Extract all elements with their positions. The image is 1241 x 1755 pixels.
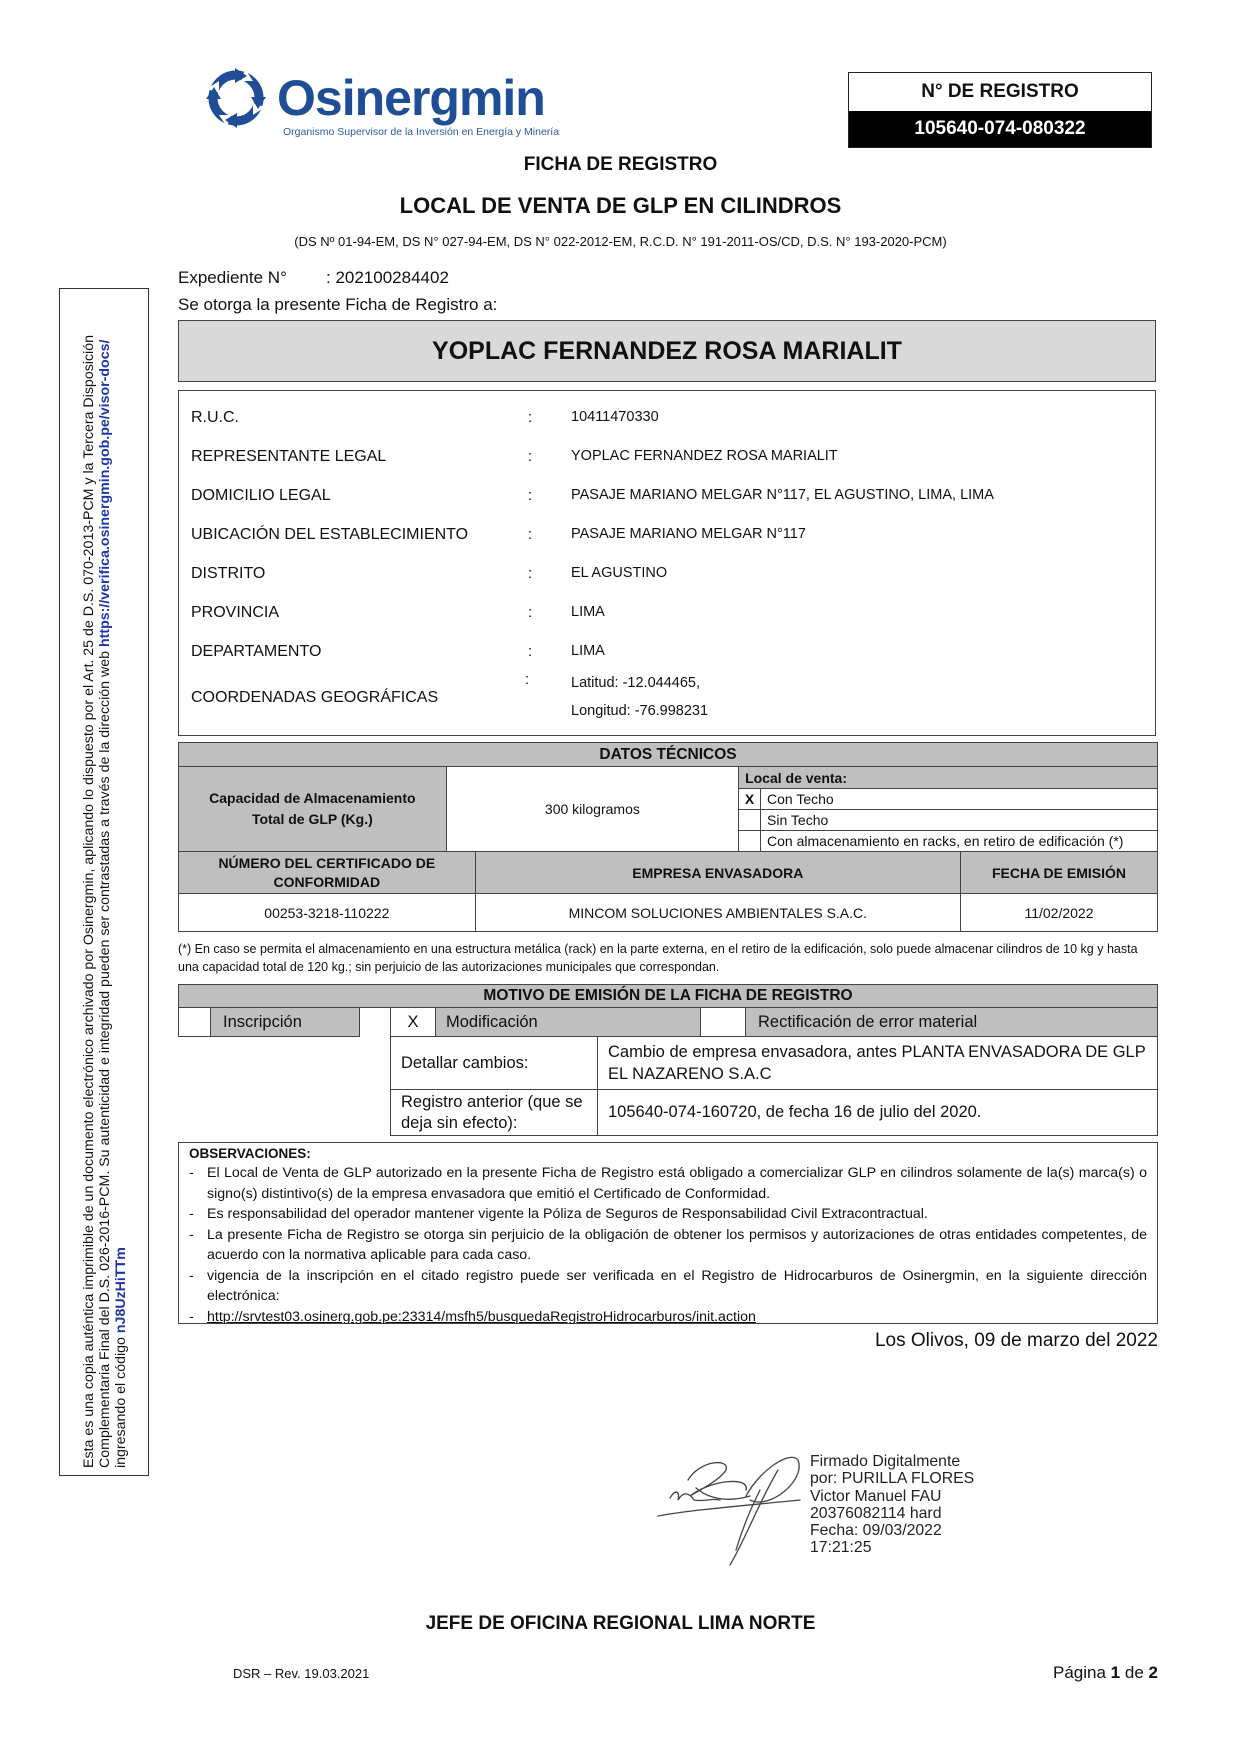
sin-techo-checkbox — [739, 810, 761, 831]
observacion-link-item — [189, 1307, 1147, 1328]
rectificacion-checkbox — [700, 1007, 746, 1037]
verification-url[interactable]: https://verifica.osinergmin.gob.pe/visor-docs/ — [97, 339, 113, 648]
registro-label: N° DE REGISTRO — [921, 81, 1079, 102]
empresa-value: MINCOM SOLUCIONES AMBIENTALES S.A.C. — [475, 894, 960, 932]
page-indicator: Página 1 de 2 — [1053, 1663, 1158, 1682]
latitude-value: Latitud: -12.044465, — [571, 675, 700, 691]
place-and-date: Los Olivos, 09 de marzo del 2022 — [874, 1330, 1158, 1351]
authenticity-side-note — [59, 288, 149, 1476]
legal-references: (DS Nº 01-94-EM, DS N° 027-94-EM, DS N° 022-2012-EM, R.C.D. N° 191-2011-OS/CD, D.S. N° 193-2020-PCM) — [294, 234, 947, 249]
expediente-label: Expediente N° — [178, 268, 287, 287]
observacion-item: - El Local de Venta de GLP autorizado en la presente Ficha de Registro está obligado a comercializar GLP en cilindros solamente de la(s) marca(s) o signo(s) distintivo(s) de la empresa envasadora que emitió el Certificado de Conformidad. — [189, 1163, 1147, 1204]
osinergmin-logo — [205, 64, 585, 146]
cert-number-header: NÚMERO DEL CERTIFICADO DE CONFORMIDAD — [179, 852, 476, 894]
logo-tagline: Organismo Supervisor de la Inversión en Energía y Minería — [283, 126, 560, 138]
side-note-line-3: ingresando el código nJ8UzHiTTm — [113, 1247, 129, 1468]
handwritten-signature-icon — [650, 1440, 820, 1570]
registro-anterior-value: 105640-074-160720, de fecha 16 de julio del 2020. — [597, 1089, 1158, 1136]
expediente-value: : 202100284402 — [326, 268, 449, 287]
modificacion-checkbox: X — [390, 1007, 436, 1037]
registro-hidrocarburos-link[interactable]: http://srvtest03.osinerg.gob.pe:23314/msfh5/busquedaRegistroHidrocarburos/init.action — [207, 1308, 756, 1325]
rectificacion-label: Rectificación de error material — [745, 1007, 1158, 1037]
capacidad-value: 300 kilogramos — [446, 767, 738, 852]
capacidad-label: Capacidad de Almacenamiento Total de GLP (Kg.) — [179, 767, 447, 852]
motivo-header: MOTIVO DE EMISIÓN DE LA FICHA DE REGISTRO — [178, 984, 1158, 1008]
digital-signature-text: Firmado Digitalmente por: PURILLA FLORES Victor Manuel FAU 20376082114 hard Fecha: 09/03/2022 17:21:25 — [810, 1453, 975, 1557]
modificacion-label: Modificación — [435, 1007, 701, 1037]
local-venta-label: Local de venta: — [739, 767, 1158, 789]
observacion-item: - vigencia de la inscripción en el citado registro puede ser verificada en el Registro de Hidrocarburos de Osinergmin, en la siguiente dirección electrónica: — [189, 1266, 1147, 1307]
signer-title: JEFE DE OFICINA REGIONAL LIMA NORTE — [425, 1613, 816, 1634]
racks-label: Con almacenamiento en racks, en retiro de edificación (*) — [761, 831, 1158, 852]
detallar-cambios-value: Cambio de empresa envasadora, antes PLANTA ENVASADORA DE GLP EL NAZARENO S.A.C — [597, 1036, 1158, 1090]
empresa-header: EMPRESA ENVASADORA — [475, 852, 960, 894]
otorga-text: Se otorga la presente Ficha de Registro a: — [178, 295, 498, 314]
inscripcion-checkbox — [178, 1007, 211, 1037]
sin-techo-label: Sin Techo — [761, 810, 1158, 831]
observaciones-title: OBSERVACIONES: — [189, 1146, 311, 1161]
registro-anterior-label: Registro anterior (que se deja sin efecto): — [390, 1089, 598, 1136]
registro-box — [848, 72, 1152, 148]
con-techo-checkbox: X — [739, 789, 761, 810]
inscripcion-label: Inscripción — [210, 1007, 360, 1037]
verification-code: nJ8UzHiTTm — [113, 1247, 129, 1334]
side-note-line-1: Esta es una copia auténtica imprimible de un documento electrónico archivado por Osinergmin, aplicando lo dispuesto por el Art. 25 de D.S. 070-2013-PCM y la Tercera Disposición — [81, 335, 97, 1468]
cert-number-value: 00253-3218-110222 — [179, 894, 476, 932]
document-title: FICHA DE REGISTRO — [523, 154, 718, 175]
fecha-emision-header: FECHA DE EMISIÓN — [960, 852, 1157, 894]
holder-name-banner: YOPLAC FERNANDEZ ROSA MARIALIT — [178, 320, 1156, 382]
logo-arrows-icon — [205, 67, 267, 129]
con-techo-label: Con Techo — [761, 789, 1158, 810]
revision-label: DSR – Rev. 19.03.2021 — [233, 1666, 370, 1681]
longitude-value: Longitud: -76.998231 — [571, 703, 709, 719]
datos-tecnicos-header: DATOS TÉCNICOS — [179, 743, 1158, 767]
fecha-emision-value: 11/02/2022 — [960, 894, 1157, 932]
registro-number: 105640-074-080322 — [849, 111, 1151, 147]
logo-wordmark: Osinergmin — [277, 70, 545, 126]
racks-checkbox — [739, 831, 761, 852]
expediente-line — [178, 268, 449, 288]
observacion-item: - Es responsabilidad del operador mantener vigente la Póliza de Seguros de Responsabilidad Civil Extracontractual. — [189, 1204, 1147, 1225]
observaciones-box — [178, 1142, 1158, 1324]
observacion-item: - La presente Ficha de Registro se otorga sin perjuicio de la obligación de obtener los permisos y autorizaciones de otras entidades competentes, de acuerdo con la normativa aplicable para cada caso. — [189, 1225, 1147, 1266]
racks-footnote: (*) En caso se permita el almacenamiento en una estructura metálica (rack) en la parte externa, en el retiro de la edificación, solo puede almacenar cilindros de 10 kg y hasta una capacidad total de 120 kg.; sin perjuicio de las autorizaciones municipales que correspondan. — [178, 942, 1138, 974]
side-note-line-2: Complementaria Final del D.S. 026-2016-PCM. Su autenticidad e integridad pueden ser contrastadas a través de la dirección web https://verifica.osinergmin.gob.pe/visor-docs/ — [97, 339, 113, 1468]
datos-tecnicos-table — [178, 742, 1158, 932]
establishment-info: R.U.C. : 10411470330 REPRESENTANTE LEGAL : YOPLAC FERNANDEZ ROSA MARIALIT DOMICILIO LEGAL : PASAJE MARIANO MELGAR N°117, EL AGUSTINO, LIMA, LIMA UBICACIÓN DEL ESTABLECIMIENTO : PASAJE MARIANO MELGAR N°117 DISTRITO : EL AGUSTINO PROVINCIA : LIMA DEPARTAMENTO : LIMA COORDENADAS GEOGRÁFICAS : Latitud: -12.044465, Longitud: -76.998231 — [178, 390, 1156, 736]
detallar-cambios-label: Detallar cambios: — [390, 1036, 598, 1090]
document-subtitle: LOCAL DE VENTA DE GLP EN CILINDROS — [399, 193, 842, 218]
